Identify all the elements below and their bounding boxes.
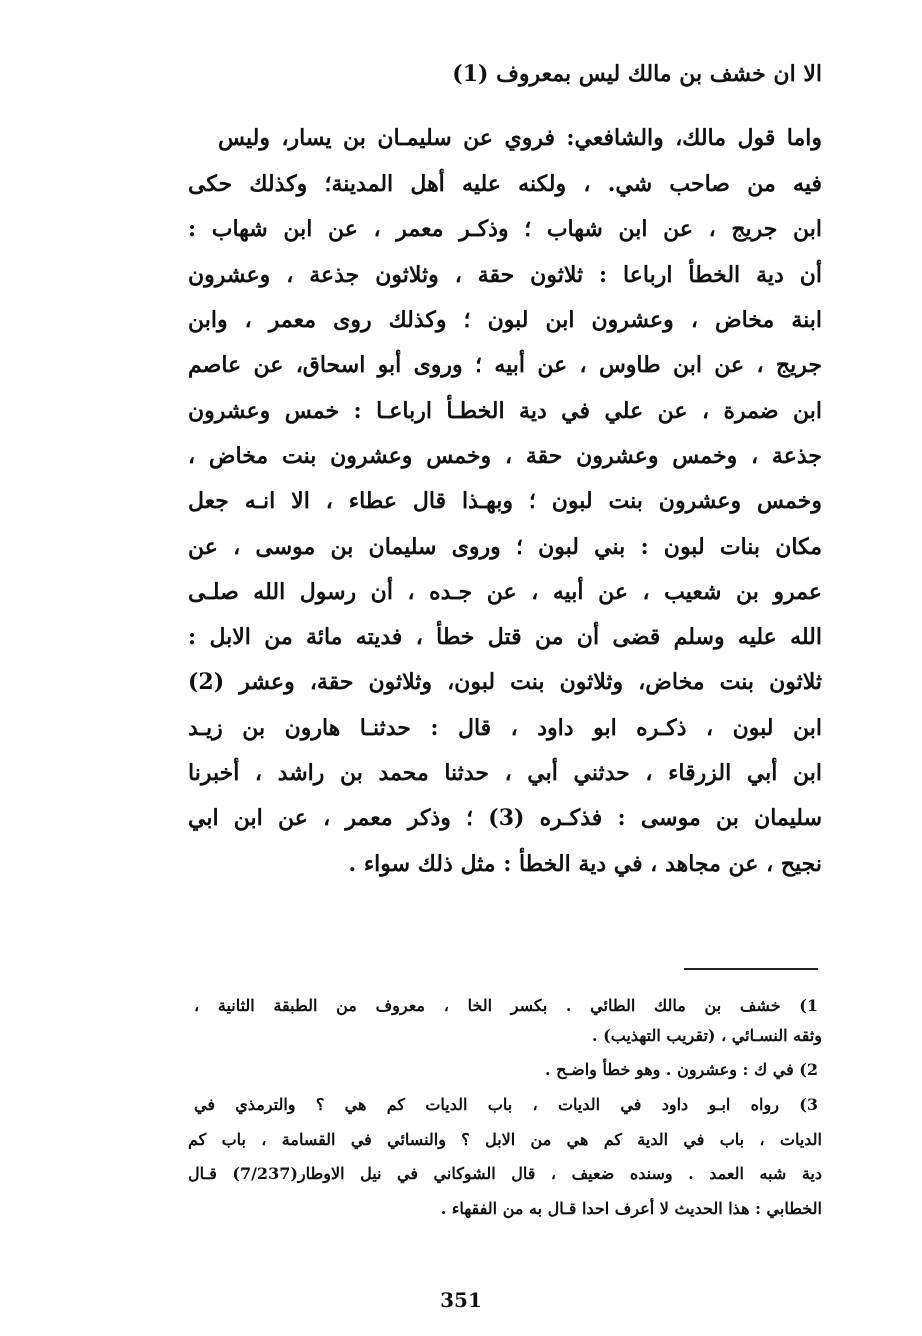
body-line: ابنة مخاض ، وعشرون ابن لبون ؛ وكذلك روى معمر ، وابن bbox=[188, 307, 822, 333]
body-line: ابن ضمرة ، عن علي في دية الخطـأ ارباعـا : خمس وعشرون bbox=[188, 398, 822, 424]
body-line: ابن جريج ، عن ابن شهاب ؛ وذكـر معمر ، عن ابن شهاب : bbox=[188, 216, 822, 242]
body-line: نجيح ، عن مجاهد ، في دية الخطأ : مثل ذلك سواء . bbox=[348, 851, 822, 877]
footnote-line: 1) خشف بن مالك الطائي . بكسر الخا ، معروف من الطبقة الثانية ، bbox=[194, 996, 818, 1015]
body-line: واما قول مالك، والشافعي: فروي عن سليمـان بن يسار، وليس bbox=[218, 125, 822, 151]
footnote-line: 3) رواه ابـو داود في الديات ، باب الديات كم هي ؟ والترمذي في bbox=[194, 1095, 818, 1114]
body-line: ابن لبون ، ذكـره ابو داود ، قال : حدثنـا هارون بن زيـد bbox=[188, 715, 822, 741]
body-line: فيه من صاحب شي. ، ولكنه عليه أهل المدينة؛ وكذلك حكى bbox=[188, 171, 822, 197]
body-line-heading: الا ان خشف بن مالك ليس بمعروف (1) bbox=[452, 61, 822, 87]
page-number: 351 bbox=[440, 1288, 482, 1312]
body-line: ثلاثون بنت مخاض، وثلاثون بنت لبون، وثلاثون حقة، وعشر (2) bbox=[188, 669, 822, 695]
footnote-line: 2) في ك : وعشرون . وهو خطأ واضـح . bbox=[544, 1060, 818, 1079]
body-line: وخمس وعشرون بنت لبون ؛ وبهـذا قال عطاء ، الا انـه جعل bbox=[188, 488, 822, 514]
footnote-separator bbox=[684, 968, 818, 970]
body-line: أن دية الخطأ ارباعا : ثلاثون حقة ، وثلاثون جذعة ، وعشرون bbox=[188, 262, 822, 288]
footnote-line: دية شبه العمد . وسنده ضعيف ، قال الشوكاني في نيل الاوطار(7/237) قـال bbox=[188, 1164, 822, 1183]
footnote-line: وثقه النسـائي ، (تقريب التهذيب) . bbox=[592, 1026, 822, 1045]
footnote-line: الديات ، باب في الدية كم هي من الابل ؟ والنسائي في القسامة ، باب كم bbox=[188, 1130, 822, 1149]
body-line: مكان بنات لبون : بني لبون ؛ وروى سليمان بن موسى ، عن bbox=[188, 534, 822, 560]
body-line: سليمان بن موسى : فذكـره (3) ؛ وذكر معمر ، عن ابن ابي bbox=[188, 805, 822, 831]
footnote-line: الخطابي : هذا الحديث لا أعرف احدا قـال به من الفقهاء . bbox=[440, 1199, 822, 1218]
body-line: جريج ، عن ابن طاوس ، عن أبيه ؛ وروى أبو اسحاق، عن عاصم bbox=[188, 352, 822, 378]
body-line: عمرو بن شعيب ، عن أبيه ، عن جـده ، أن رسول الله صلـى bbox=[188, 579, 822, 605]
body-line: ابن أبي الزرقاء ، حدثني أبي ، حدثنا محمد بن راشد ، أخبرنا bbox=[188, 760, 822, 786]
body-line: الله عليه وسلم قضى أن من قتل خطأ ، فديته مائة من الابل : bbox=[188, 624, 822, 650]
body-line: جذعة ، وخمس وعشرون حقة ، وخمس وعشرون بنت مخاض ، bbox=[188, 443, 822, 469]
